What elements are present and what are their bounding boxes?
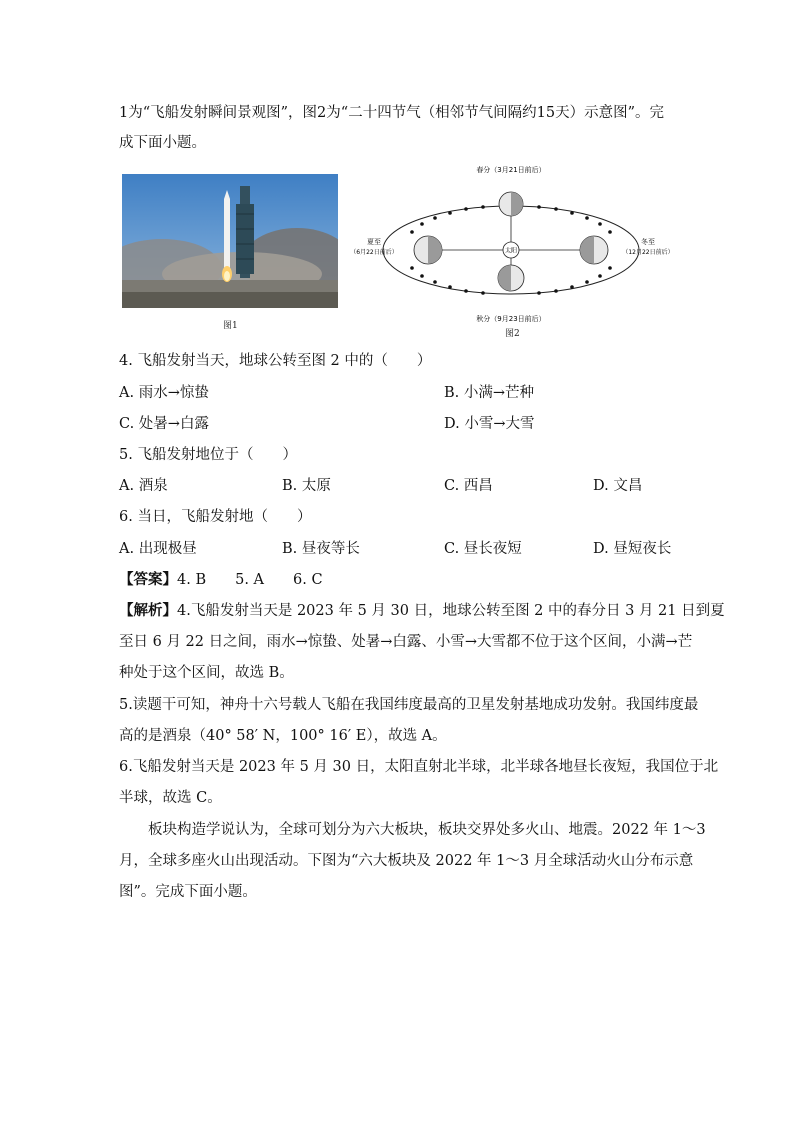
analysis-line-3: 种处于这个区间，故选 B。	[119, 665, 294, 681]
sun-label: 太阳	[504, 247, 518, 255]
question-6-stem: 6. 当日，飞船发射地（ ）	[119, 509, 312, 525]
summer-solstice-date: （6月22日前后）	[350, 249, 398, 256]
question-4-option-d: D. 小雪→大雪	[444, 416, 535, 432]
question-4-option-c: C. 处暑→白露	[119, 416, 209, 432]
question-5-option-c: C. 西昌	[444, 478, 493, 494]
analysis-label: 【解析】	[119, 602, 177, 619]
question-5-stem: 5. 飞船发射地位于（ ）	[119, 447, 297, 463]
intro-line-2: 成下面小题。	[119, 135, 206, 151]
figure-2-caption: 图2	[505, 329, 520, 339]
question-6-option-c: C. 昼长夜短	[444, 541, 522, 557]
solar-terms-orbit-diagram	[346, 162, 676, 338]
passage-line-2: 月，全球多座火山出现活动。下图为“六大板块及 2022 年 1～3 月全球活动火山分布示意	[119, 853, 694, 869]
answer-label: 【答案】	[119, 571, 177, 588]
autumn-equinox-label: 秋分（9月23日前后）	[476, 315, 546, 323]
analysis-line-2: 至日 6 月 22 日之间，雨水→惊蛰、处暑→白露、小雪→大雪都不位于这个区间，小满→芒	[119, 634, 693, 650]
passage-line-1: 板块构造学说认为，全球可划分为六大板块，板块交界处多火山、地震。2022 年 1～3	[119, 822, 706, 838]
analysis-line-7: 半球，故选 C。	[119, 790, 222, 806]
analysis-line-6: 6.飞船发射当天是 2023 年 5 月 30 日，太阳直射北半球，北半球各地昼长夜短，我国位于北	[119, 759, 719, 775]
question-4-option-b: B. 小满→芒种	[444, 385, 535, 401]
question-6-option-d: D. 昼短夜长	[593, 541, 672, 557]
question-5-option-b: B. 太原	[282, 478, 331, 494]
question-4-option-a: A. 雨水→惊蛰	[119, 385, 209, 401]
question-5-option-a: A. 酒泉	[119, 478, 168, 494]
question-6-option-b: B. 昼夜等长	[282, 541, 360, 557]
intro-line-1: 1为“飞船发射瞬间景观图”，图2为“二十四节气（相邻节气间隔约15天）示意图”。完	[119, 105, 665, 121]
winter-solstice-date: （12月22日前后）	[622, 249, 674, 256]
summer-solstice-label: 夏至	[367, 238, 381, 246]
answer-text: 4. B 5. A 6. C	[177, 572, 323, 588]
answer-line	[119, 570, 323, 590]
analysis-line-5: 高的是酒泉（40° 58′ N，100° 16′ E），故选 A。	[119, 728, 447, 744]
question-6-option-a: A. 出现极昼	[119, 541, 197, 557]
passage-line-3: 图”。完成下面小题。	[119, 884, 257, 900]
winter-solstice-label: 冬至	[641, 238, 655, 246]
question-4-stem: 4. 飞船发射当天，地球公转至图 2 中的（ ）	[119, 353, 432, 369]
analysis-line-4: 5.读题干可知，神舟十六号载人飞船在我国纬度最高的卫星发射基地成功发射。我国纬度最	[119, 697, 699, 713]
spring-equinox-label: 春分（3月21日前后）	[476, 166, 546, 174]
analysis-line-1: 【解析】4.飞船发射当天是 2023 年 5 月 30 日，地球公转至图 2 中的春分日 3 月 21 日到夏	[119, 602, 725, 619]
question-5-option-d: D. 文昌	[593, 478, 643, 494]
figure-1-caption: 图1	[223, 321, 238, 331]
rocket-launch-photo	[122, 174, 338, 308]
